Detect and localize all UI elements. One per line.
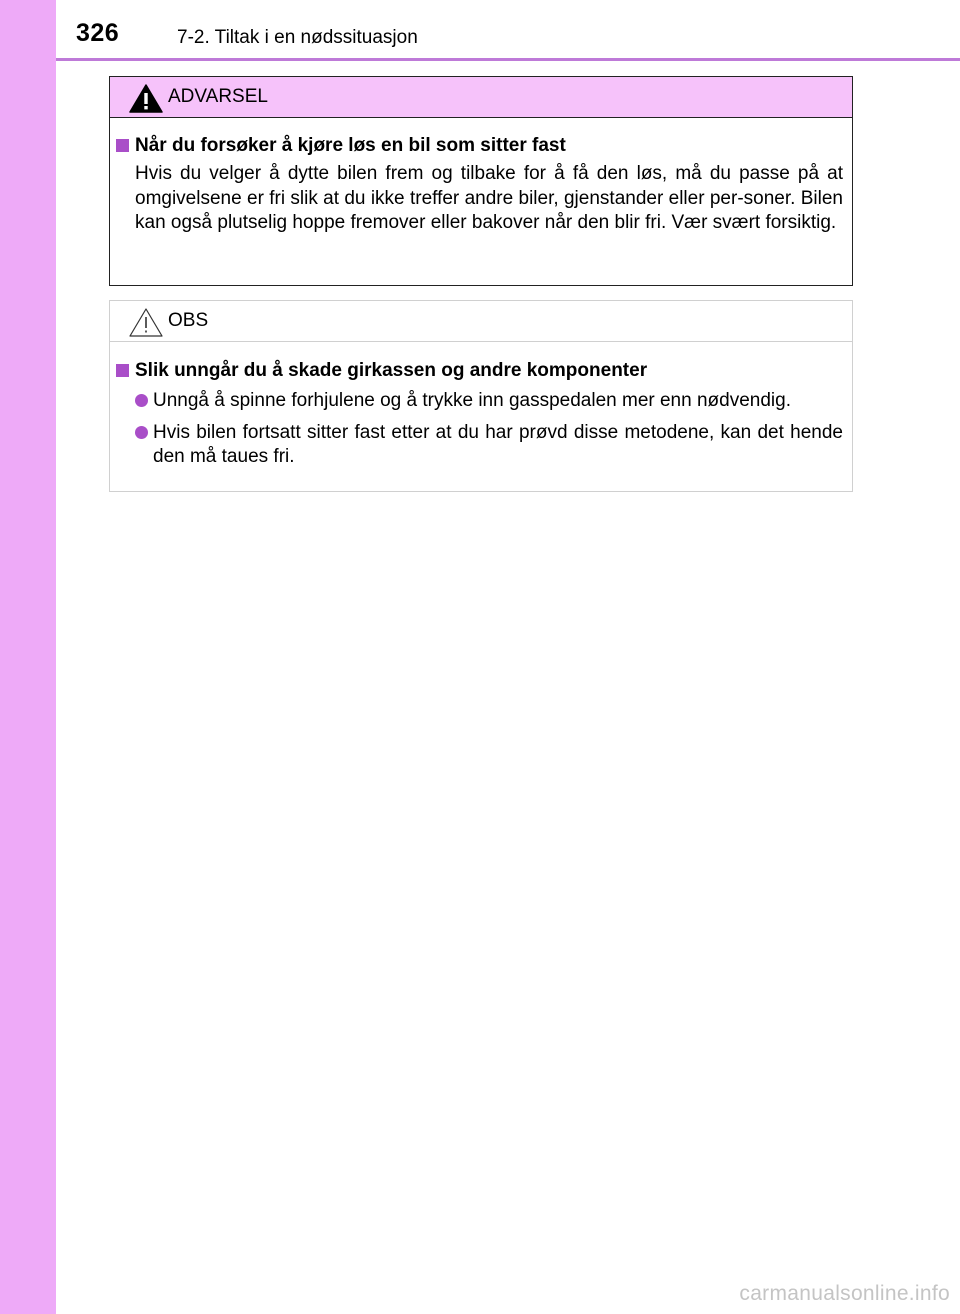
- watermark: carmanualsonline.info: [739, 1282, 950, 1305]
- notice-bullet-text: Unngå å spinne forhjulene og å trykke inn gasspedalen mer enn nødvendig.: [153, 390, 791, 411]
- warning-box: [109, 76, 853, 286]
- square-bullet-icon: [116, 139, 129, 152]
- notice-item-title-text: Slik unngår du å skade girkassen og andre komponenter: [135, 360, 648, 381]
- warning-header: [110, 77, 852, 118]
- caution-triangle-outline-icon: [128, 307, 164, 338]
- square-bullet-icon: [116, 364, 129, 377]
- warning-item-title: [116, 134, 843, 158]
- notice-bullet-item: [116, 389, 843, 414]
- notice-label: OBS: [168, 310, 209, 331]
- header-divider: [56, 58, 960, 61]
- page-number: 326: [76, 19, 120, 47]
- notice-header: [110, 301, 852, 342]
- notice-bullet-item: [116, 421, 843, 470]
- warning-triangle-icon: [128, 83, 164, 114]
- notice-box: [109, 300, 853, 492]
- circle-bullet-icon: [135, 426, 148, 439]
- notice-item-title: [116, 359, 843, 383]
- warning-label: ADVARSEL: [168, 86, 268, 107]
- notice-bullet-text: Hvis bilen fortsatt sitter fast etter at du har prøvd disse metodene, kan det hende den må taues fri.: [153, 421, 843, 467]
- warning-item-title-text: Når du forsøker å kjøre løs en bil som sitter fast: [135, 135, 566, 156]
- circle-bullet-icon: [135, 394, 148, 407]
- section-title: 7-2. Tiltak i en nødssituasjon: [177, 27, 418, 48]
- warning-item-body: Hvis du velger å dytte bilen frem og tilbake for å få den løs, må du passe på at omgivelsene er fri slik at du ikke treffer andre biler, gjenstander eller per-soner. Bilen kan også plutselig hoppe fremover eller bakover når den blir fri. Vær svært forsiktig.: [135, 163, 843, 233]
- chapter-side-tab: [0, 0, 56, 1314]
